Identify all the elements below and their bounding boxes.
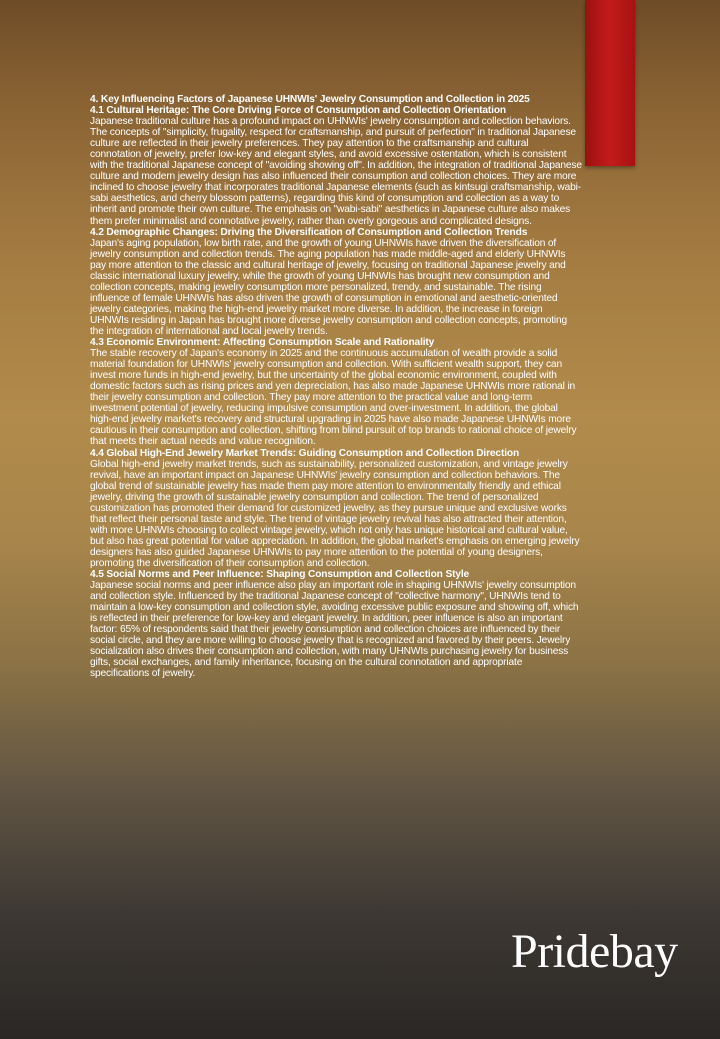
heading-4-2: 4.2 Demographic Changes: Driving the Diversification of Consumption and Collection Trends bbox=[90, 226, 528, 238]
brand-logo: Pridebay bbox=[511, 925, 678, 978]
section-title: 4. Key Influencing Factors of Japanese UHNWIs' Jewelry Consumption and Collection in 2025 bbox=[90, 94, 530, 105]
paragraph-4-2: Japan's aging population, low birth rate, and the growth of young UHNWIs have driven the diversification of jewelry consumption and collection trends. The aging population has made middle-aged and elderly UHNWIs pay more attention to the classic and cultural heritage of jewelry, focusing on traditional Japanese jewelry and classic international luxury jewelry, while the growth of young UHNWIs has brought new consumption and collection concepts, making jewelry consumption more personalized, trendy, and sustainable. The rising influence of female UHNWIs has also driven the growth of consumption in emotional and aesthetic-oriented jewelry categories, making the high-end jewelry market more diverse. In addition, the increase in foreign UHNWIs residing in Japan has brought more diverse jewelry consumption and collection concepts, promoting the integration of international and local jewelry trends. bbox=[90, 237, 568, 337]
heading-4-5: 4.5 Social Norms and Peer Influence: Shaping Consumption and Collection Style bbox=[90, 569, 470, 581]
heading-4-1: 4.1 Cultural Heritage: The Core Driving Force of Consumption and Collection Orientation bbox=[90, 105, 506, 117]
heading-4-3: 4.3 Economic Environment: Affecting Consumption Scale and Rationality bbox=[90, 337, 435, 349]
paragraph-4-4: Global high-end jewelry market trends, such as sustainability, personalized customization, and vintage jewelry revival, have an important impact on Japanese UHNWIs' jewelry consumption and collection behaviors. The global trend of sustainable jewelry has made them pay more attention to environmentally friendly and ethical jewelry, driving the growth of sustainable jewelry consumption and collection. The trend of personalized customization has promoted their demand for customized jewelry, as they pursue unique and exclusive works that reflect their personal taste and style. The trend of vintage jewelry revival has also attracted their attention, with more UHNWIs choosing to collect vintage jewelry, which not only has unique historical and cultural value, but also has great potential for value appreciation. In addition, the global market's emphasis on emerging jewelry designers has also guided Japanese UHNWIs to pay more attention to the potential of young designers, promoting the diversification of their consumption and collection. bbox=[90, 458, 580, 569]
report-content bbox=[90, 94, 582, 679]
paragraph-4-3: The stable recovery of Japan's economy in 2025 and the continuous accumulation of wealth provide a solid material foundation for UHNWIs' jewelry consumption and collection. With sufficient wealth support, they can invest more funds in high-end jewelry, but the uncertainty of the global economic environment, coupled with domestic factors such as rising prices and yen depreciation, has also made Japanese UHNWIs more rational in their jewelry consumption and collection. They pay more attention to the practical value and long-term investment potential of jewelry, reducing impulsive consumption and over-investment. In addition, the global high-end jewelry market's recovery and structural upgrading in 2025 have also made Japanese UHNWIs more cautious in their consumption and collection, shifting from blind pursuit of top brands to rational choice of jewelry that meets their actual needs and value recognition. bbox=[90, 348, 577, 448]
paragraph-4-1: Japanese traditional culture has a profound impact on UHNWIs' jewelry consumption and collection behaviors. The concepts of "simplicity, frugality, respect for craftsmanship, and pursuit of perfection" in traditional Japanese culture are reflected in their jewelry preferences. They pay attention to the craftsmanship and cultural connotation of jewelry, prefer low-key and elegant styles, and avoid excessive ostentation, which is consistent with the traditional Japanese concept of "avoiding showing off". In addition, the integration of traditional Japanese culture and modern jewelry design has also influenced their consumption and collection choices. They are more inclined to choose jewelry that incorporates traditional Japanese elements (such as kintsugi craftsmanship, wabi-sabi aesthetics, and cherry blossom patterns), regarding this kind of consumption and collection as a way to inherit and promote their own culture. The emphasis on "wabi-sabi" aesthetics in Japanese culture also makes them prefer minimalist and connotative jewelry, rather than overly gorgeous and complicated designs. bbox=[90, 116, 582, 227]
paragraph-4-5: Japanese social norms and peer influence also play an important role in shaping UHNWIs' jewelry consumption and collection style. Influenced by the traditional Japanese concept of "collective harmony", UHNWIs tend to maintain a low-key consumption and collection style, avoiding excessive public exposure and showing off, which is reflected in their preference for low-key and elegant jewelry. In addition, peer influence is also an important factor: 65% of respondents said that their jewelry consumption and collection choices are influenced by their social circle, and they are more willing to choose jewelry that is recognized and favored by their peers. Jewelry socialization also drives their consumption and collection, with many UHNWIs purchasing jewelry for business gifts, social exchanges, and family inheritance, focusing on the cultural connotation and appropriate specifications of jewelry. bbox=[90, 580, 579, 680]
heading-4-4: 4.4 Global High-End Jewelry Market Trends: Guiding Consumption and Collection Direction bbox=[90, 447, 520, 459]
red-bookmark-ribbon bbox=[585, 0, 635, 166]
